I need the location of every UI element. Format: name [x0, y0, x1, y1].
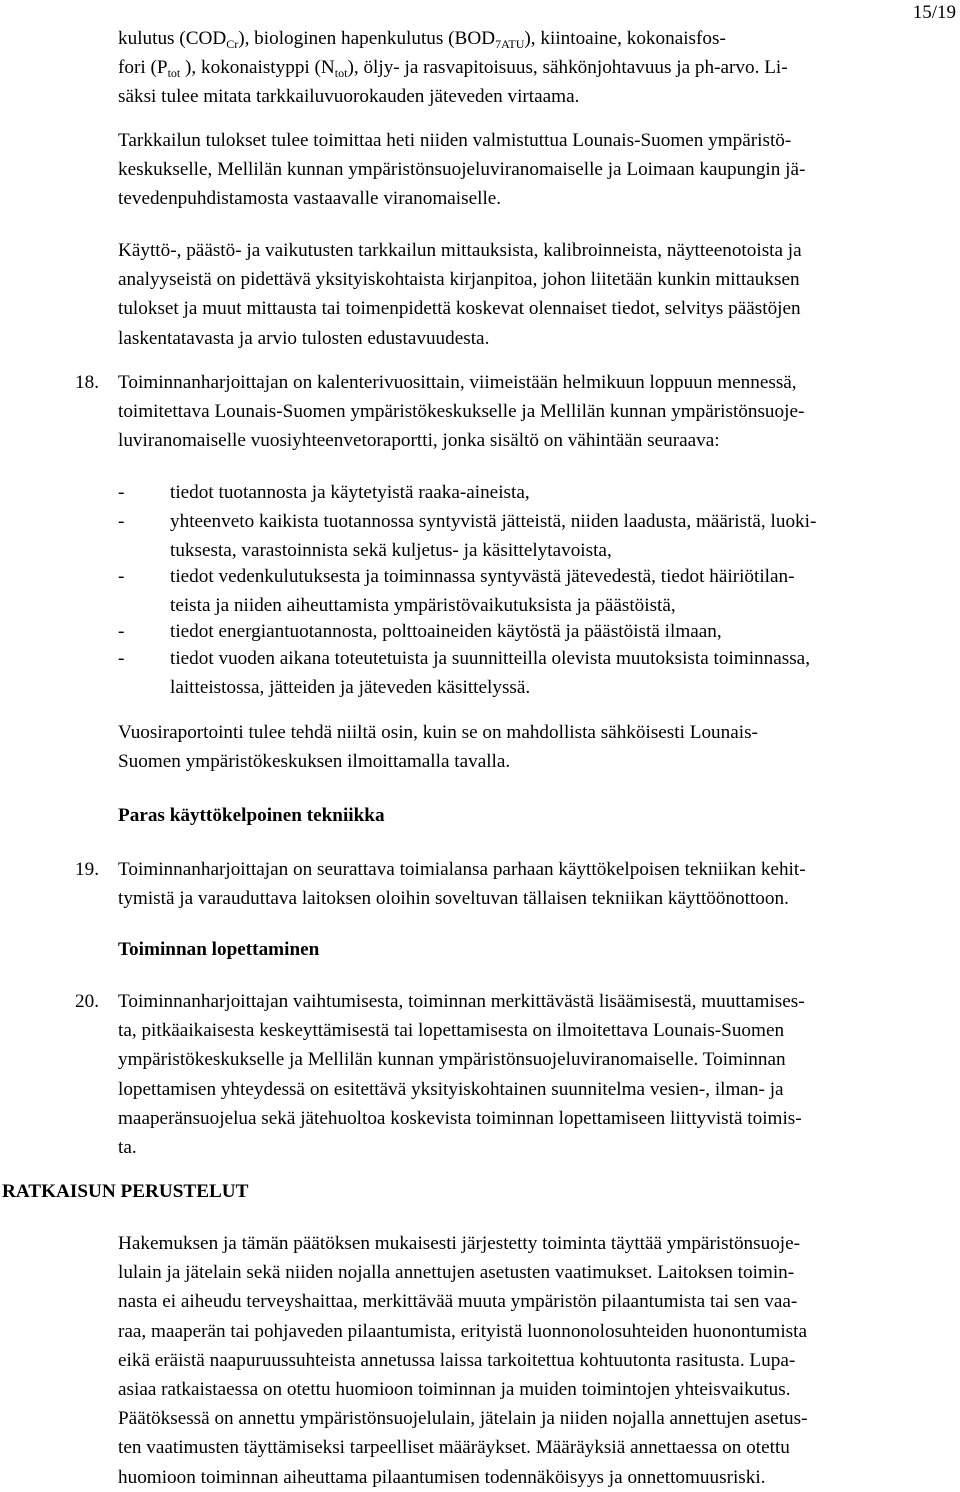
list-bullet: -	[118, 482, 125, 503]
item-number-20: 20.	[75, 991, 99, 1012]
kaytto-paragraph: Käyttö-, päästö- ja vaikutusten tarkkailun mittauksista, kalibroinneista, näytteenotoista ja analyyseistä on pidettävä yksityiskohtaista kirjanpitoa, johon liitetään kunkin mittauksen tulokset ja muut mittausta tai toimenpidettä koskevat olennaiset tiedot, selvitys päästöjen laskentatavasta ja arvio tulosten edustavuudesta.	[118, 240, 802, 349]
list-bullet: -	[118, 566, 125, 587]
item-20-text: Toiminnanharjoittajan vaihtumisesta, toiminnan merkittävästä lisäämisestä, muuttamises- ta, pitkäaikaisesta keskeyttämisestä tai lopettamisesta on ilmoitettava Lounais-Suomen ympäristökeskukselle ja Mellilän kunnan ympäristönsuojeluviranomaiselle. Toiminnan lopettamisen yhteydessä on esitettävä yksityiskohtainen suunnitelma vesien-, ilman- ja maaperänsuojelua sekä jätehuoltoa koskevista toiminnan lopettamiseen liittyvistä toimis- ta.	[118, 991, 805, 1158]
vuosiraportointi-paragraph: Vuosiraportointi tulee tehdä niiltä osin, kuin se on mahdollista sähköisesti Lounais- Suomen ympäristökeskuksen ilmoittamalla tavalla.	[118, 722, 758, 773]
list-item: tiedot energiantuotannosta, polttoaineiden käytöstä ja päästöistä ilmaan,	[170, 621, 722, 642]
tarkkailu-paragraph: Tarkkailun tulokset tulee toimittaa heti niiden valmistuttua Lounais-Suomen ympäristö- keskukselle, Mellilän kunnan ympäristönsuojeluviranomaiselle ja Loimaan kaupungin jä- tevedenpuhdistamosta vastaavalle viranomaiselle.	[118, 130, 806, 210]
heading-paras-tekniikka: Paras käyttökelpoinen tekniikka	[118, 805, 385, 826]
intro-paragraph	[118, 24, 956, 112]
page-number: 15/19	[912, 2, 956, 23]
list-bullet: -	[118, 621, 125, 642]
hakemus-paragraph: Hakemuksen ja tämän päätöksen mukaisesti järjestetty toiminta täyttää ympäristönsuoje- lulain ja jätelain sekä niiden nojalla annettujen asetusten vaatimukset. Laitoksen toimin- nasta ei aiheudu terveyshaittaa, merkittävää muuta ympäristön pilaantumista tai sen vaa- raa, maaperän tai pohjaveden pilaantumista, erityistä luonnonolosuhteiden huonontumista eikä eräistä naapuruussuhteista annetussa laissa tarkoitettua kohtuutonta rasitusta. Lupa- asiaa ratkaistaessa on otettu huomioon toiminnan ja muiden toimintojen yhteisvaikutus. Päätöksessä on annettu ympäristönsuojelulain, jätelain ja niiden nojalla annettujen asetus- ten vaatimusten täyttämiseksi tarpeelliset määräykset. Määräyksiä annettaessa on otettu huomioon toiminnan aiheuttama pilaantumisen todennäköisyys ja onnettomuusriski.	[118, 1233, 808, 1488]
item-number-18: 18.	[75, 372, 99, 393]
intro-line-1: kulutus $(COD_{Cr})$, biologinen hapenkulutus $(BOD_{7ATU})$, kiintoaine, kokonaisfos-	[118, 28, 726, 51]
item-19-text: Toiminnanharjoittajan on seurattava toimialansa parhaan käyttökelpoisen tekniikan kehit- tymistä ja varauduttava laitoksen oloihin soveltuvan tällaisen tekniikan käyttöönottoon.	[118, 859, 806, 910]
subscript-tot: tot	[167, 66, 181, 81]
heading-ratkaisun-perustelut: RATKAISUN PERUSTELUT	[2, 1181, 249, 1202]
subscript-tot: tot	[334, 66, 348, 81]
list-item: tiedot vedenkulutuksesta ja toiminnassa syntyvästä jätevedestä, tiedot häiriötilan- teista ja niiden aiheuttamista ympäristövaikutuksista ja päästöistä,	[170, 566, 795, 617]
list-bullet: -	[118, 511, 125, 532]
subscript-cr: Cr	[226, 37, 239, 51]
intro-line-2: fori ($P_{tot}$ ), kokonaistyppi $(N_{tot})$, öljy- ja rasvapitoisuus, sähkönjohtavuus ja ph-arvo. Li-	[118, 57, 788, 81]
list-bullet: -	[118, 648, 125, 669]
item-18-text: Toiminnanharjoittajan on kalenterivuosittain, viimeistään helmikuun loppuun mennessä, toimitettava Lounais-Suomen ympäristökeskukselle ja Mellilän kunnan ympäristönsuoje- luviranomaiselle vuosiyhteenvetoraportti, jonka sisältö on vähintään seuraava:	[118, 372, 805, 452]
item-number-19: 19.	[75, 859, 99, 880]
intro-line-3: säksi tulee mitata tarkkailuvuorokauden jäteveden virtaama.	[118, 86, 580, 108]
heading-toiminnan-lopettaminen: Toiminnan lopettaminen	[118, 939, 320, 960]
list-item: tiedot vuoden aikana toteutetuista ja suunnitteilla olevista muutoksista toiminnassa, laitteistossa, jätteiden ja jäteveden käsittelyssä.	[170, 648, 810, 699]
list-item: tiedot tuotannosta ja käytetyistä raaka-aineista,	[170, 482, 530, 503]
list-item: yhteenveto kaikista tuotannossa syntyvistä jätteistä, niiden laadusta, määristä, luoki- tuksesta, varastoinnista sekä kuljetus- ja käsittelytavoista,	[170, 511, 817, 562]
subscript-7atu: 7ATU	[495, 37, 525, 51]
